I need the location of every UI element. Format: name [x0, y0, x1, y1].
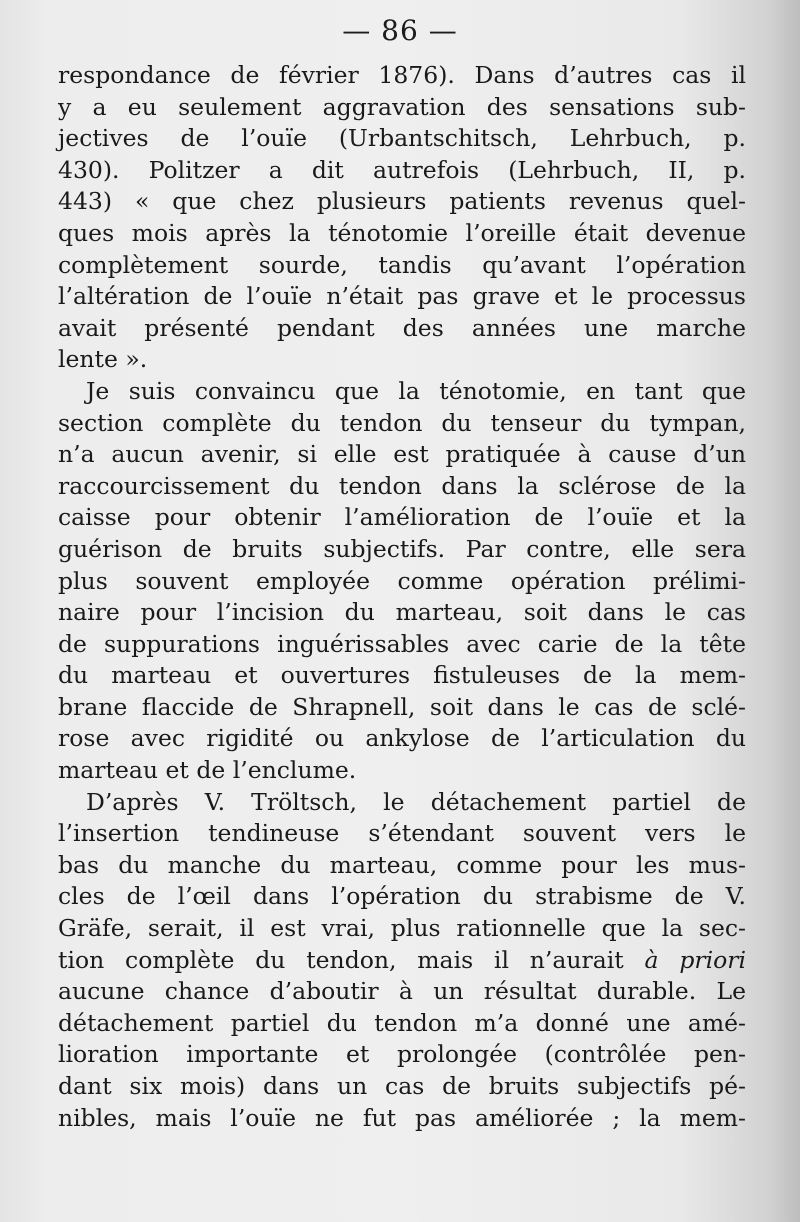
text-line: jectives de l’ouïe (Urbantschitsch, Lehrbuch, p.: [58, 124, 746, 153]
text-line: [58, 945, 746, 977]
text-line: cles de l’œil dans l’opération du strabisme de V.: [58, 882, 746, 911]
text-line: aucune chance d’aboutir à un résultat durable. Le: [58, 977, 746, 1006]
text-segment: tion complète du tendon, mais il n’aurait: [58, 945, 645, 974]
text-line: du marteau et ouvertures fistuleuses de la mem-: [58, 661, 746, 690]
text-line: D’après V. Tröltsch, le détachement partiel de: [86, 787, 746, 816]
text-line: 430). Politzer a dit autrefois (Lehrbuch, II, p.: [58, 155, 746, 184]
italic-phrase: à priori: [644, 945, 747, 974]
text-line: y a eu seulement aggravation des sensations sub-: [58, 92, 746, 121]
text-line: de suppurations inguérissables avec carie de la tête: [58, 629, 746, 658]
text-line: lente ».: [58, 345, 148, 374]
text-line: rose avec rigidité ou ankylose de l’articulation du: [58, 724, 746, 753]
text-line: l’altération de l’ouïe n’était pas grave et le processus: [58, 282, 746, 311]
text-line: complètement sourde, tandis qu’avant l’opération: [58, 250, 746, 279]
text-line: marteau et de l’enclume.: [58, 756, 357, 785]
text-line: dant six mois) dans un cas de bruits subjectifs pé-: [58, 1072, 746, 1100]
text-line: Gräfe, serait, il est vrai, plus rationnelle que la sec-: [58, 914, 746, 943]
text-line: caisse pour obtenir l’amélioration de l’ouïe et la: [58, 503, 746, 532]
text-line: avait présenté pendant des années une marche: [58, 313, 746, 342]
text-line: n’a aucun avenir, si elle est pratiquée à cause d’un: [58, 440, 746, 469]
text-line: lioration importante et prolongée (contrôlée pen-: [58, 1040, 746, 1069]
text-line: raccourcissement du tendon dans la sclérose de la: [58, 471, 746, 500]
text-line: ques mois après la ténotomie l’oreille était devenue: [58, 218, 746, 247]
text-line: l’insertion tendineuse s’étendant souvent vers le: [58, 819, 746, 848]
text-line: section complète du tendon du tenseur du tympan,: [58, 408, 746, 437]
text-line: Je suis convaincu que la ténotomie, en tant que: [86, 376, 746, 405]
text-line: guérison de bruits subjectifs. Par contre, elle sera: [58, 534, 746, 563]
text-line: détachement partiel du tendon m’a donné une amé-: [58, 1008, 746, 1037]
body-text: [58, 60, 746, 1134]
text-line: nibles, mais l’ouïe ne fut pas améliorée ; la mem-: [58, 1103, 746, 1132]
text-line: plus souvent employée comme opération prélimi-: [58, 566, 746, 595]
text-line: 443) « que chez plusieurs patients revenus quel-: [58, 187, 746, 216]
text-line: brane flaccide de Shrapnell, soit dans le cas de sclé-: [58, 692, 746, 721]
text-line: naire pour l’incision du marteau, soit dans le cas: [58, 598, 746, 627]
text-line: bas du manche du marteau, comme pour les mus-: [58, 850, 746, 879]
text-line: respondance de février 1876). Dans d’autres cas il: [58, 61, 746, 89]
page-number: — 86 —: [342, 14, 458, 47]
